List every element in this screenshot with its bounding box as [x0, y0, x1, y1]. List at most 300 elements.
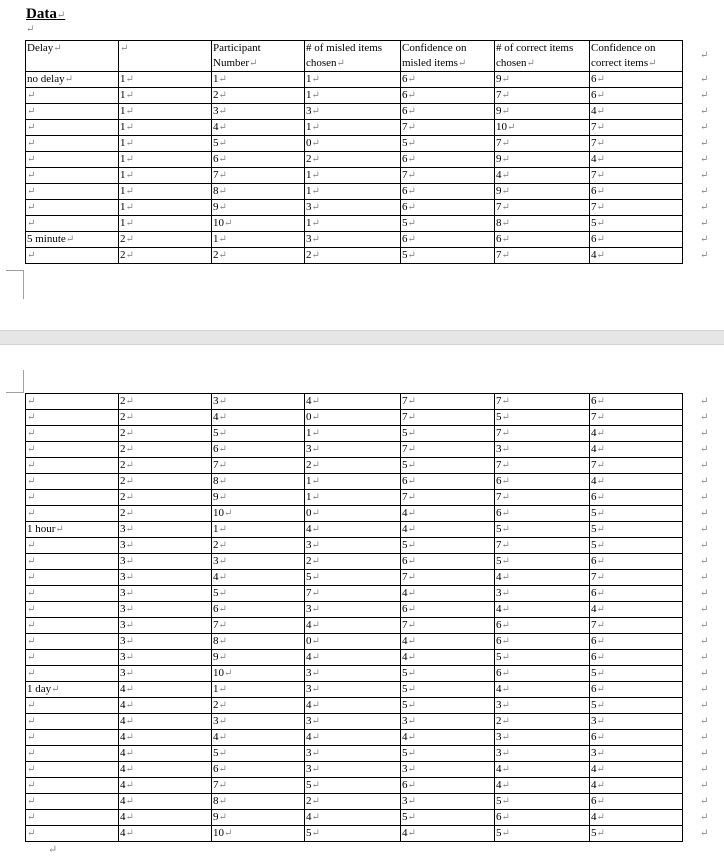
cell-end-mark: ↵: [218, 170, 227, 181]
table-cell: 4↵: [119, 794, 212, 810]
table-row: [26, 248, 683, 264]
table-row: [26, 714, 683, 730]
cell-end-mark: ↵: [218, 428, 227, 439]
table-cell: 2↵: [212, 88, 305, 104]
table-cell: 5↵: [212, 426, 305, 442]
cell-end-mark: ↵: [501, 812, 510, 823]
row-end-mark: ↵: [700, 459, 709, 471]
table-row: [26, 538, 683, 554]
table-cell: 4↵: [305, 810, 401, 826]
cell-end-mark: ↵: [27, 460, 36, 471]
table-row: [26, 730, 683, 746]
cell-end-mark: ↵: [311, 668, 320, 679]
table-row: [26, 826, 683, 842]
table-row: [26, 216, 683, 232]
cell-end-mark: ↵: [311, 444, 320, 455]
cell-end-mark: ↵: [65, 234, 75, 245]
cell-end-mark: ↵: [501, 764, 510, 775]
cell-end-mark: ↵: [336, 58, 345, 69]
table-cell: 6↵: [495, 232, 590, 248]
table-cell: 3↵: [119, 602, 212, 618]
table-cell: 5↵: [401, 698, 495, 714]
table-cell: 2↵: [119, 410, 212, 426]
table-cell: 6↵: [590, 394, 683, 410]
table-cell: [26, 490, 119, 506]
table-cell: 4↵: [119, 826, 212, 842]
table-cell: 10↵: [495, 120, 590, 136]
table-cell: 8↵: [212, 794, 305, 810]
row-end-mark: ↵: [700, 635, 709, 647]
cell-end-mark: ↵: [311, 234, 320, 245]
cell-end-mark: ↵: [125, 476, 134, 487]
table-cell: 2↵: [119, 490, 212, 506]
cell-end-mark: ↵: [501, 748, 510, 759]
table-cell: 7↵: [495, 458, 590, 474]
table-cell: 3↵: [305, 714, 401, 730]
table-cell: 7↵: [495, 248, 590, 264]
cell-end-mark: ↵: [501, 154, 510, 165]
cell-end-mark: ↵: [125, 218, 134, 229]
cell-end-mark: ↵: [407, 90, 416, 101]
table-cell: 7↵: [495, 88, 590, 104]
cell-end-mark: ↵: [27, 170, 36, 181]
table-cell: 4↵: [590, 602, 683, 618]
table-cell: 4↵: [401, 730, 495, 746]
cell-end-mark: ↵: [218, 250, 227, 261]
cell-end-mark: ↵: [596, 668, 605, 679]
table-cell: 1↵: [119, 88, 212, 104]
table-cell: 3↵: [305, 602, 401, 618]
cell-end-mark: ↵: [596, 170, 605, 181]
table-cell: 4↵: [401, 506, 495, 522]
cell-end-mark: ↵: [53, 43, 62, 54]
table-cell: 7↵: [495, 200, 590, 216]
cell-end-mark: ↵: [407, 620, 416, 631]
cell-end-mark: ↵: [407, 668, 416, 679]
row-end-mark: ↵: [700, 105, 709, 117]
cell-end-mark: ↵: [218, 556, 227, 567]
table-cell: 4↵: [305, 698, 401, 714]
table-cell: 4↵: [495, 778, 590, 794]
cell-end-mark: ↵: [501, 186, 510, 197]
cell-end-mark: ↵: [311, 250, 320, 261]
table-cell: 6↵: [590, 650, 683, 666]
cell-end-mark: ↵: [125, 764, 134, 775]
row-end-mark: ↵: [700, 233, 709, 245]
cell-end-mark: ↵: [596, 732, 605, 743]
cell-end-mark: ↵: [501, 828, 510, 839]
table-row: [26, 810, 683, 826]
cell-end-mark: ↵: [311, 154, 320, 165]
cell-end-mark: ↵: [311, 202, 320, 213]
table-cell: 2↵: [119, 394, 212, 410]
table-cell: 4↵: [401, 634, 495, 650]
cell-end-mark: ↵: [311, 684, 320, 695]
cell-end-mark: ↵: [311, 396, 320, 407]
table-cell: 4↵: [305, 730, 401, 746]
table-cell: 1↵: [119, 200, 212, 216]
cell-end-mark: ↵: [27, 106, 36, 117]
table-cell: [26, 794, 119, 810]
cell-end-mark: ↵: [501, 780, 510, 791]
table-row: [26, 634, 683, 650]
cell-end-mark: ↵: [407, 572, 416, 583]
cell-end-mark: ↵: [407, 700, 416, 711]
table-cell: 4↵: [119, 714, 212, 730]
table-cell: 8↵: [212, 474, 305, 490]
cell-end-mark: ↵: [596, 218, 605, 229]
cell-end-mark: ↵: [311, 170, 320, 181]
cell-end-mark: ↵: [125, 636, 134, 647]
cell-end-mark: ↵: [311, 604, 320, 615]
row-end-mark: ↵: [700, 89, 709, 101]
table-cell: 7↵: [495, 136, 590, 152]
table-cell: 6↵: [495, 666, 590, 682]
table-cell: 2↵: [305, 152, 401, 168]
table-cell: 7↵: [495, 490, 590, 506]
cell-end-mark: ↵: [27, 796, 36, 807]
cell-end-mark: ↵: [55, 524, 64, 535]
row-end-mark: ↵: [700, 683, 709, 695]
table-cell: 4↵: [212, 410, 305, 426]
table-cell: 6↵: [401, 104, 495, 120]
cell-end-mark: ↵: [125, 234, 134, 245]
table-body-page-1: [26, 72, 683, 264]
table-cell: 6↵: [212, 442, 305, 458]
cell-end-mark: ↵: [311, 90, 320, 101]
row-end-mark: ↵: [700, 121, 709, 133]
cell-end-mark: ↵: [311, 540, 320, 551]
cell-end-mark: ↵: [125, 90, 134, 101]
table-cell: [26, 88, 119, 104]
cell-end-mark: ↵: [218, 186, 227, 197]
cell-end-mark: ↵: [407, 460, 416, 471]
cell-end-mark: ↵: [27, 396, 36, 407]
row-end-mark: ↵: [700, 667, 709, 679]
cell-end-mark: ↵: [596, 412, 605, 423]
row-end-mark: ↵: [700, 827, 709, 839]
cell-end-mark: ↵: [125, 604, 134, 615]
cell-end-mark: ↵: [311, 138, 320, 149]
table-cell: 1↵: [305, 490, 401, 506]
row-end-mark: ↵: [700, 603, 709, 615]
table-cell: [26, 104, 119, 120]
table-row: [26, 442, 683, 458]
table-cell: 4↵: [119, 682, 212, 698]
table-cell: 5↵: [495, 410, 590, 426]
cell-end-mark: ↵: [51, 684, 60, 695]
cell-end-mark: ↵: [125, 412, 134, 423]
table-cell: 2↵: [119, 474, 212, 490]
table-cell: 3↵: [401, 794, 495, 810]
table-cell: 6↵: [495, 618, 590, 634]
table-cell: 4↵: [590, 442, 683, 458]
table-cell: 5↵: [590, 698, 683, 714]
table-cell: 4↵: [495, 762, 590, 778]
table-cell: 5↵: [590, 826, 683, 842]
cell-end-mark: ↵: [27, 492, 36, 503]
table-cell: 2↵: [119, 426, 212, 442]
table-cell: 3↵: [495, 730, 590, 746]
table-cell: 7↵: [212, 778, 305, 794]
cell-end-mark: ↵: [596, 476, 605, 487]
cell-end-mark: ↵: [218, 90, 227, 101]
table-cell: 1↵: [119, 72, 212, 88]
table-cell: 1↵: [119, 152, 212, 168]
cell-end-mark: ↵: [27, 748, 36, 759]
column-header: # of misled items chosen↵: [305, 41, 401, 72]
cell-end-mark: ↵: [407, 764, 416, 775]
cell-end-mark: ↵: [596, 572, 605, 583]
cell-end-mark: ↵: [596, 492, 605, 503]
table-row: [26, 602, 683, 618]
cell-end-mark: ↵: [596, 444, 605, 455]
table-cell: 7↵: [401, 394, 495, 410]
table-cell: 3↵: [212, 714, 305, 730]
table-cell: 3↵: [212, 554, 305, 570]
table-cell: 2↵: [305, 248, 401, 264]
table-cell: 6↵: [590, 730, 683, 746]
cell-end-mark: ↵: [407, 154, 416, 165]
cell-end-mark: ↵: [596, 796, 605, 807]
cell-end-mark: ↵: [125, 796, 134, 807]
table-cell: 5↵: [305, 570, 401, 586]
cell-end-mark: ↵: [27, 668, 36, 679]
table-cell: 8↵: [212, 184, 305, 200]
cell-end-mark: ↵: [311, 796, 320, 807]
table-cell: 5↵: [590, 216, 683, 232]
table-cell: [26, 248, 119, 264]
table-cell: [26, 184, 119, 200]
cell-end-mark: ↵: [648, 58, 657, 69]
table-cell: 4↵: [212, 120, 305, 136]
cell-end-mark: ↵: [501, 90, 510, 101]
cell-end-mark: ↵: [407, 796, 416, 807]
cell-end-mark: ↵: [596, 186, 605, 197]
table-row: [26, 184, 683, 200]
table-cell: 5↵: [212, 586, 305, 602]
cell-end-mark: ↵: [311, 812, 320, 823]
cell-end-mark: ↵: [218, 732, 227, 743]
table-row: [26, 794, 683, 810]
cell-end-mark: ↵: [407, 748, 416, 759]
cell-end-mark: ↵: [218, 138, 227, 149]
table-cell: 3↵: [305, 746, 401, 762]
table-cell: [26, 474, 119, 490]
table-cell: 4↵: [590, 474, 683, 490]
cell-end-mark: ↵: [27, 508, 36, 519]
table-cell: 5↵: [495, 794, 590, 810]
document-page-1: [0, 0, 724, 330]
cell-end-mark: ↵: [311, 620, 320, 631]
cell-end-mark: ↵: [218, 524, 227, 535]
row-end-mark: ↵: [700, 491, 709, 503]
cell-end-mark: ↵: [311, 636, 320, 647]
table-cell: [26, 586, 119, 602]
cell-end-mark: ↵: [596, 202, 605, 213]
cell-end-mark: ↵: [311, 74, 320, 85]
table-cell: 4↵: [590, 152, 683, 168]
cell-end-mark: ↵: [125, 122, 134, 133]
cell-end-mark: ↵: [596, 250, 605, 261]
cell-end-mark: ↵: [218, 412, 227, 423]
table-cell: 2↵: [119, 248, 212, 264]
cell-end-mark: ↵: [311, 748, 320, 759]
table-cell: [26, 570, 119, 586]
table-cell: 6↵: [401, 778, 495, 794]
row-end-mark: ↵: [700, 779, 709, 791]
table-cell: 1↵: [305, 72, 401, 88]
table-cell: 1↵: [305, 120, 401, 136]
cell-end-mark: ↵: [596, 540, 605, 551]
cell-end-mark: ↵: [224, 668, 233, 679]
table-cell: 10↵: [212, 826, 305, 842]
table-cell: 7↵: [495, 394, 590, 410]
table-cell: 3↵: [401, 714, 495, 730]
table-row: [26, 490, 683, 506]
cell-end-mark: ↵: [501, 444, 510, 455]
table-cell: 3↵: [305, 762, 401, 778]
cell-end-mark: ↵: [27, 218, 36, 229]
cell-end-mark: ↵: [311, 460, 320, 471]
table-row: [26, 554, 683, 570]
table-cell: 7↵: [495, 426, 590, 442]
table-cell: [26, 426, 119, 442]
row-end-mark: ↵: [700, 699, 709, 711]
table-cell: 1↵: [305, 88, 401, 104]
cell-end-mark: ↵: [125, 492, 134, 503]
cell-end-mark: ↵: [218, 684, 227, 695]
table-cell: 7↵: [590, 410, 683, 426]
cell-end-mark: ↵: [407, 636, 416, 647]
table-cell: 4↵: [495, 570, 590, 586]
cell-end-mark: ↵: [596, 428, 605, 439]
cell-end-mark: ↵: [27, 700, 36, 711]
table-row: [26, 104, 683, 120]
table-cell: 4↵: [212, 570, 305, 586]
table-cell: 5↵: [212, 746, 305, 762]
table-cell: 2↵: [119, 458, 212, 474]
table-cell: 7↵: [212, 168, 305, 184]
cell-end-mark: ↵: [596, 154, 605, 165]
table-cell: 4↵: [119, 810, 212, 826]
row-end-mark: ↵: [700, 571, 709, 583]
cell-end-mark: ↵: [596, 636, 605, 647]
row-end-mark: ↵: [700, 555, 709, 567]
cell-end-mark: ↵: [407, 508, 416, 519]
table-cell: 3↵: [119, 650, 212, 666]
table-cell: 3↵: [305, 232, 401, 248]
cell-end-mark: ↵: [407, 492, 416, 503]
table-cell: 8↵: [212, 634, 305, 650]
row-end-mark: ↵: [700, 201, 709, 213]
table-cell: 3↵: [495, 442, 590, 458]
table-cell: 3↵: [305, 200, 401, 216]
cell-end-mark: ↵: [311, 492, 320, 503]
cell-end-mark: ↵: [27, 186, 36, 197]
cell-end-mark: ↵: [407, 106, 416, 117]
table-cell: 3↵: [119, 522, 212, 538]
cell-end-mark: ↵: [501, 508, 510, 519]
table-cell: 6↵: [401, 554, 495, 570]
row-end-mark: ↵: [700, 395, 709, 407]
cell-end-mark: ↵: [218, 588, 227, 599]
cell-end-mark: ↵: [125, 138, 134, 149]
table-cell: [26, 698, 119, 714]
document-title: Data↵: [26, 6, 66, 22]
table-cell: 1↵: [119, 216, 212, 232]
cell-end-mark: ↵: [311, 716, 320, 727]
cell-end-mark: ↵: [407, 138, 416, 149]
table-row: [26, 410, 683, 426]
cell-end-mark: ↵: [596, 604, 605, 615]
end-paragraph-mark: ↵: [48, 844, 58, 856]
column-header: [119, 41, 212, 72]
table-cell: 7↵: [212, 458, 305, 474]
cell-end-mark: ↵: [218, 106, 227, 117]
row-end-mark: ↵: [700, 715, 709, 727]
cell-end-mark: ↵: [27, 652, 36, 663]
table-cell: 4↵: [212, 730, 305, 746]
table-cell: 5↵: [401, 810, 495, 826]
table-cell: 7↵: [401, 120, 495, 136]
cell-end-mark: ↵: [218, 122, 227, 133]
table-cell: 2↵: [212, 248, 305, 264]
table-row: [26, 666, 683, 682]
table-cell: 3↵: [212, 104, 305, 120]
table-cell: 7↵: [305, 586, 401, 602]
table-cell: 6↵: [401, 602, 495, 618]
table-cell: 3↵: [305, 538, 401, 554]
table-cell: 3↵: [119, 634, 212, 650]
cell-end-mark: ↵: [407, 652, 416, 663]
table-cell: 3↵: [119, 538, 212, 554]
table-cell: 6↵: [590, 232, 683, 248]
cell-end-mark: ↵: [311, 780, 320, 791]
table-cell: 4↵: [401, 826, 495, 842]
table-cell: 3↵: [495, 746, 590, 762]
cell-end-mark: ↵: [311, 828, 320, 839]
table-cell: 6↵: [590, 72, 683, 88]
cell-end-mark: ↵: [125, 106, 134, 117]
cell-end-mark: ↵: [125, 508, 134, 519]
table-cell: [26, 458, 119, 474]
row-end-mark: ↵: [700, 523, 709, 535]
table-cell: 4↵: [401, 586, 495, 602]
cell-end-mark: ↵: [596, 396, 605, 407]
table-cell: 6↵: [495, 810, 590, 826]
table-cell: 3↵: [212, 394, 305, 410]
table-cell: 4↵: [590, 426, 683, 442]
table-cell: 1↵: [305, 168, 401, 184]
cell-end-mark: ↵: [218, 492, 227, 503]
table-row: [26, 506, 683, 522]
cell-end-mark: ↵: [224, 828, 233, 839]
page-break-gap: [0, 330, 724, 345]
table-cell: [26, 394, 119, 410]
cell-end-mark: ↵: [407, 186, 416, 197]
row-end-mark: ↵: [700, 169, 709, 181]
table-cell: 6↵: [212, 602, 305, 618]
cell-end-mark: ↵: [218, 636, 227, 647]
table-cell: 7↵: [401, 618, 495, 634]
cell-end-mark: ↵: [125, 668, 134, 679]
table-cell: 6↵: [590, 184, 683, 200]
table-cell: 3↵: [401, 762, 495, 778]
cell-end-mark: ↵: [125, 556, 134, 567]
cell-end-mark: ↵: [125, 620, 134, 631]
table-cell: 2↵: [119, 232, 212, 248]
